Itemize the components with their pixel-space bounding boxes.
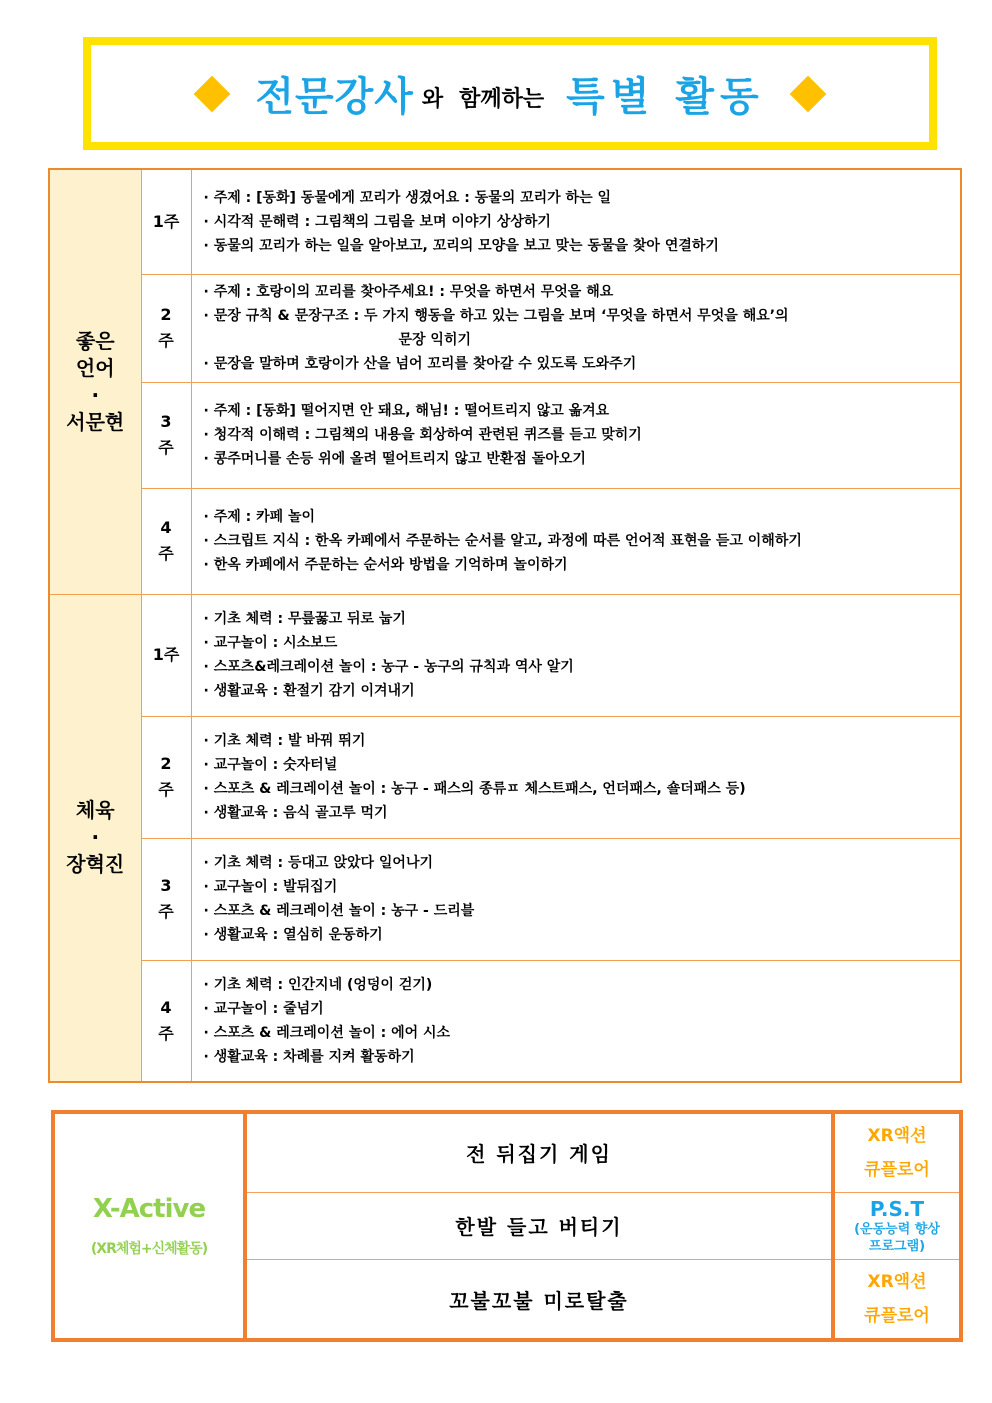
tag-line: 큐플로어 <box>864 1306 930 1327</box>
content-line: · 콩주머니를 손등 위에 올려 떨어트리지 않고 반환점 돌아오기 <box>203 451 586 467</box>
week-content <box>191 716 961 838</box>
teacher-name: 서문현 <box>66 409 125 434</box>
content-line: · 기초 체력 : 등대고 앉았다 일어나기 <box>203 855 433 871</box>
week-content <box>191 274 961 382</box>
table-row <box>49 274 961 382</box>
diamond-icon <box>789 75 826 112</box>
content-line: · 한옥 카페에서 주문하는 순서와 방법을 기억하며 놀이하기 <box>203 557 568 573</box>
tag-line: XR액션 <box>867 1125 927 1146</box>
table-row <box>49 838 961 960</box>
week-content <box>191 594 961 716</box>
content-line: · 스포츠 & 레크레이션 놀이 : 에어 시소 <box>203 1024 451 1041</box>
week-content <box>191 960 961 1082</box>
content-line: · 주제 : 호랑이의 꼬리를 찾아주세요! : 무엇을 하면서 무엇을 해요 <box>203 284 614 300</box>
title-banner <box>83 37 937 150</box>
week-label: 3 주 <box>141 382 191 488</box>
week-label: 2 주 <box>141 716 191 838</box>
content-line: · 문장 규칙 & 문장구조 : 두 가지 행동을 하고 있는 그림을 보며 ‘무엇을 하면서 무엇을 해요’의 <box>203 308 789 324</box>
tag-line: P.S.T <box>869 1196 925 1221</box>
xactive-title: X-Active <box>92 1194 206 1224</box>
table-row <box>49 594 961 716</box>
activity-tag <box>833 1112 961 1192</box>
week-content <box>191 488 961 594</box>
banner-title-main: 전문강사 <box>255 74 414 120</box>
teacher-separator: · <box>91 825 100 850</box>
content-line: · 스크립트 지식 : 한옥 카페에서 주문하는 순서를 알고, 과정에 따른 언어적 표현을 듣고 이해하기 <box>203 533 802 549</box>
content-line: · 주제 : [동화] 떨어지면 안 돼요, 해님! : 떨어트리지 않고 옮겨요 <box>203 403 610 419</box>
content-line: · 문장을 말하며 호랑이가 산을 넘어 꼬리를 찾아갈 수 있도록 도와주기 <box>203 356 637 372</box>
content-line: · 교구놀이 : 발뒤집기 <box>203 879 338 895</box>
content-line: · 생활교육 : 열심히 운동하기 <box>203 927 383 943</box>
week-content <box>191 169 961 274</box>
teacher-label: 체육 <box>75 798 115 823</box>
table-row <box>49 382 961 488</box>
week-content <box>191 838 961 960</box>
content-line: · 스포츠 & 레크레이션 놀이 : 농구 - 드리블 <box>203 903 475 919</box>
teacher-separator: · <box>91 382 100 407</box>
content-line: · 생활교육 : 차례를 지켜 활동하기 <box>203 1048 415 1065</box>
content-line: · 스포츠 & 레크레이션 놀이 : 농구 - 패스의 종류ㅍ 체스트패스, 언더패스, 숄더패스 등) <box>203 781 746 797</box>
week-label: 4 주 <box>141 960 191 1082</box>
banner-title-connector-2: 함께하는 <box>459 87 545 112</box>
table-row <box>49 960 961 1082</box>
content-line: · 주제 : 카페 놀이 <box>203 509 316 525</box>
activity-tag <box>833 1192 961 1259</box>
schedule-table <box>48 168 962 1083</box>
content-line: · 교구놀이 : 숫자터널 <box>203 757 338 773</box>
activity-cell: 전 뒤집기 게임 <box>245 1112 833 1192</box>
xactive-subtitle: (XR체험+신체활동) <box>90 1241 208 1257</box>
week-content <box>191 382 961 488</box>
teacher-label: 좋은 <box>75 328 115 353</box>
activity-tag <box>833 1260 961 1340</box>
week-label: 4 주 <box>141 488 191 594</box>
teacher-name: 장혁진 <box>66 852 125 877</box>
diamond-icon <box>194 75 231 112</box>
banner-title-connector: 와 <box>421 87 444 112</box>
week-label: 3 주 <box>141 838 191 960</box>
week-label: 2 주 <box>141 274 191 382</box>
table-row <box>49 716 961 838</box>
week-label: 1주 <box>141 169 191 274</box>
tag-line: (운동능력 향상 <box>854 1221 940 1237</box>
teacher-label: 언어 <box>75 355 115 380</box>
week-label: 1주 <box>141 594 191 716</box>
teacher-language <box>49 169 141 594</box>
content-line: · 동물의 꼬리가 하는 일을 알아보고, 꼬리의 모양을 보고 맞는 동물을 찾아 연결하기 <box>203 237 719 254</box>
tag-line: 프로그램) <box>868 1238 926 1254</box>
tag-line: XR액션 <box>867 1272 927 1293</box>
content-line: 문장 익히기 <box>398 332 471 348</box>
activity-cell: 한발 들고 버티기 <box>245 1192 833 1259</box>
content-line: · 기초 체력 : 무릎꿇고 뒤로 눕기 <box>203 611 406 627</box>
content-line: · 생활교육 : 환절기 감기 이겨내기 <box>203 683 415 699</box>
content-line: · 주제 : [동화] 동물에게 꼬리가 생겼어요 : 동물의 꼬리가 하는 일 <box>203 189 612 206</box>
content-line: · 교구놀이 : 줄넘기 <box>203 1000 324 1017</box>
table-row <box>49 488 961 594</box>
content-line: · 시각적 문해력 : 그림책의 그림을 보며 이야기 상상하기 <box>203 213 551 230</box>
xactive-program-cell <box>53 1112 245 1340</box>
content-line: · 생활교육 : 음식 골고루 먹기 <box>203 805 388 821</box>
content-line: · 스포츠&레크레이션 놀이 : 농구 - 농구의 규칙과 역사 알기 <box>203 659 574 675</box>
table-row <box>53 1112 961 1192</box>
banner-title-special: 특별 활동 <box>566 74 765 120</box>
content-line: · 기초 체력 : 인간지네 (엉덩이 걷기) <box>203 976 433 993</box>
content-line: · 기초 체력 : 발 바꿔 뛰기 <box>203 733 366 749</box>
activity-cell: 꼬불꼬불 미로탈출 <box>245 1260 833 1340</box>
content-line: · 교구놀이 : 시소보드 <box>203 635 338 651</box>
content-line: · 청각적 이해력 : 그림책의 내용을 회상하여 관련된 퀴즈를 듣고 맞히기 <box>203 427 642 443</box>
teacher-pe <box>49 594 141 1082</box>
tag-line: 큐플로어 <box>864 1159 930 1180</box>
xactive-table <box>51 1110 963 1342</box>
table-row <box>49 169 961 274</box>
